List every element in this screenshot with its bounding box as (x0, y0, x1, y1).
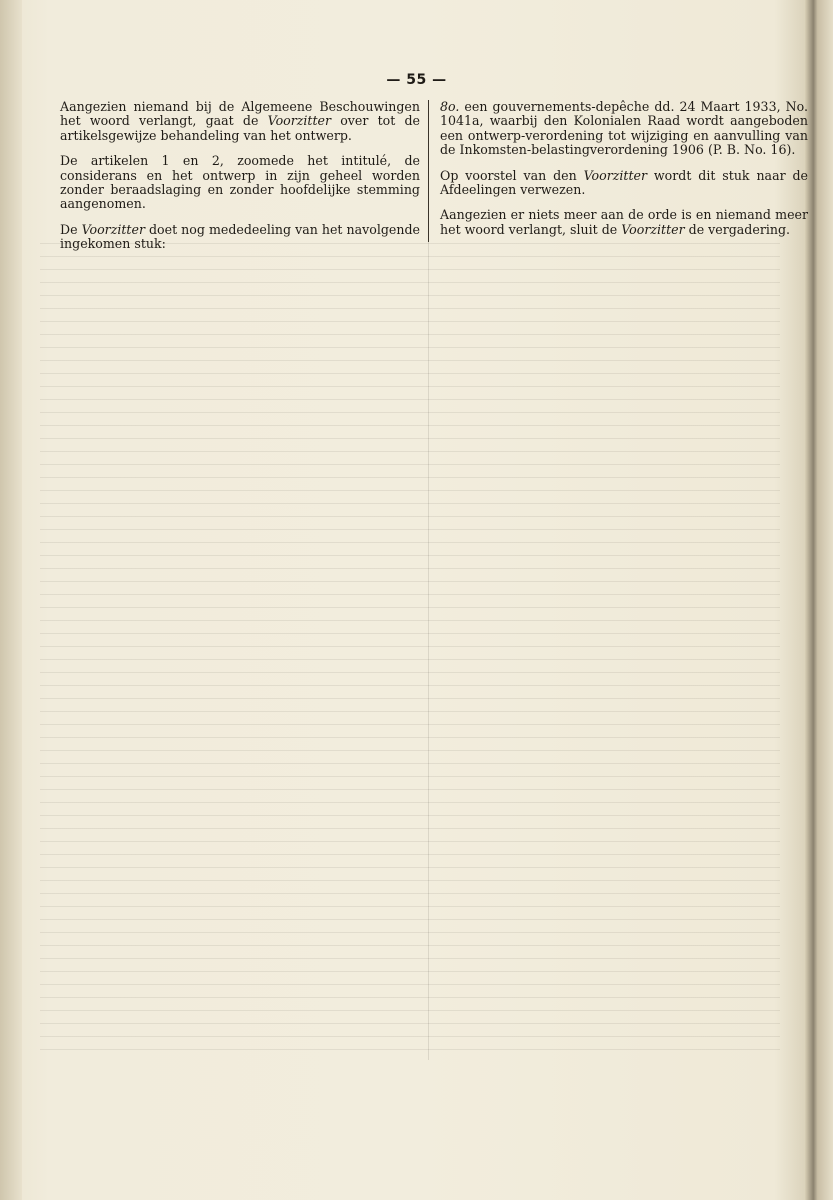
page-gutter-shadow (0, 0, 22, 1200)
left-column (60, 100, 420, 252)
item-number: 8o. (440, 99, 460, 114)
italic-run: Voorzitter (621, 221, 685, 237)
page-edge-binding (805, 0, 833, 1200)
column-divider (428, 100, 429, 242)
right-paragraph-2 (440, 169, 808, 198)
italic-run: Voorzitter (267, 113, 332, 129)
text-run: een gouvernements-depêche dd. 24 Maart 1933, No. 1041a, waarbij den Kolonialen Raad wordt aangeboden een ontwerp-verordening tot wijziging en aanvulling van de Inkomsten-belastingverordening 1906 (P. B. No. 16). (440, 99, 808, 158)
right-paragraph-3 (440, 208, 808, 237)
italic-run: Voorzitter (81, 221, 145, 237)
reverse-side-bleed-through (40, 240, 780, 1050)
right-column (440, 100, 808, 237)
left-paragraph-2: De artikelen 1 en 2, zoomede het intitulé, de considerans en het ontwerp in zijn geheel worden zonder beraadslaging en zonder hoofdelijke stemming aangenomen. (60, 153, 420, 212)
right-paragraph-1 (440, 100, 808, 158)
italic-run: Voorzitter (583, 167, 647, 183)
page-number: — 55 — (386, 72, 447, 88)
text-run: de vergadering. (684, 221, 791, 237)
text-run: doet nog mededeeling van het navolgende ingekomen stuk: (60, 221, 420, 252)
text-run: De (60, 221, 82, 237)
text-run: Aangezien er niets meer aan de orde is en niemand meer het woord verlangt, sluit de (440, 207, 808, 237)
text-run: over tot de artikelsgewijze behandeling van het ontwerp. (60, 113, 420, 143)
bleed-column-divider (428, 240, 429, 1060)
text-run: wordt dit stuk naar de Afdeelingen verwezen. (440, 167, 808, 198)
left-paragraph-3 (60, 223, 420, 252)
text-run: Aangezien niemand bij de Algemeene Beschouwingen het woord verlangt, gaat de (60, 99, 420, 129)
left-paragraph-1 (60, 100, 420, 143)
text-run: Op voorstel van den (440, 167, 584, 183)
